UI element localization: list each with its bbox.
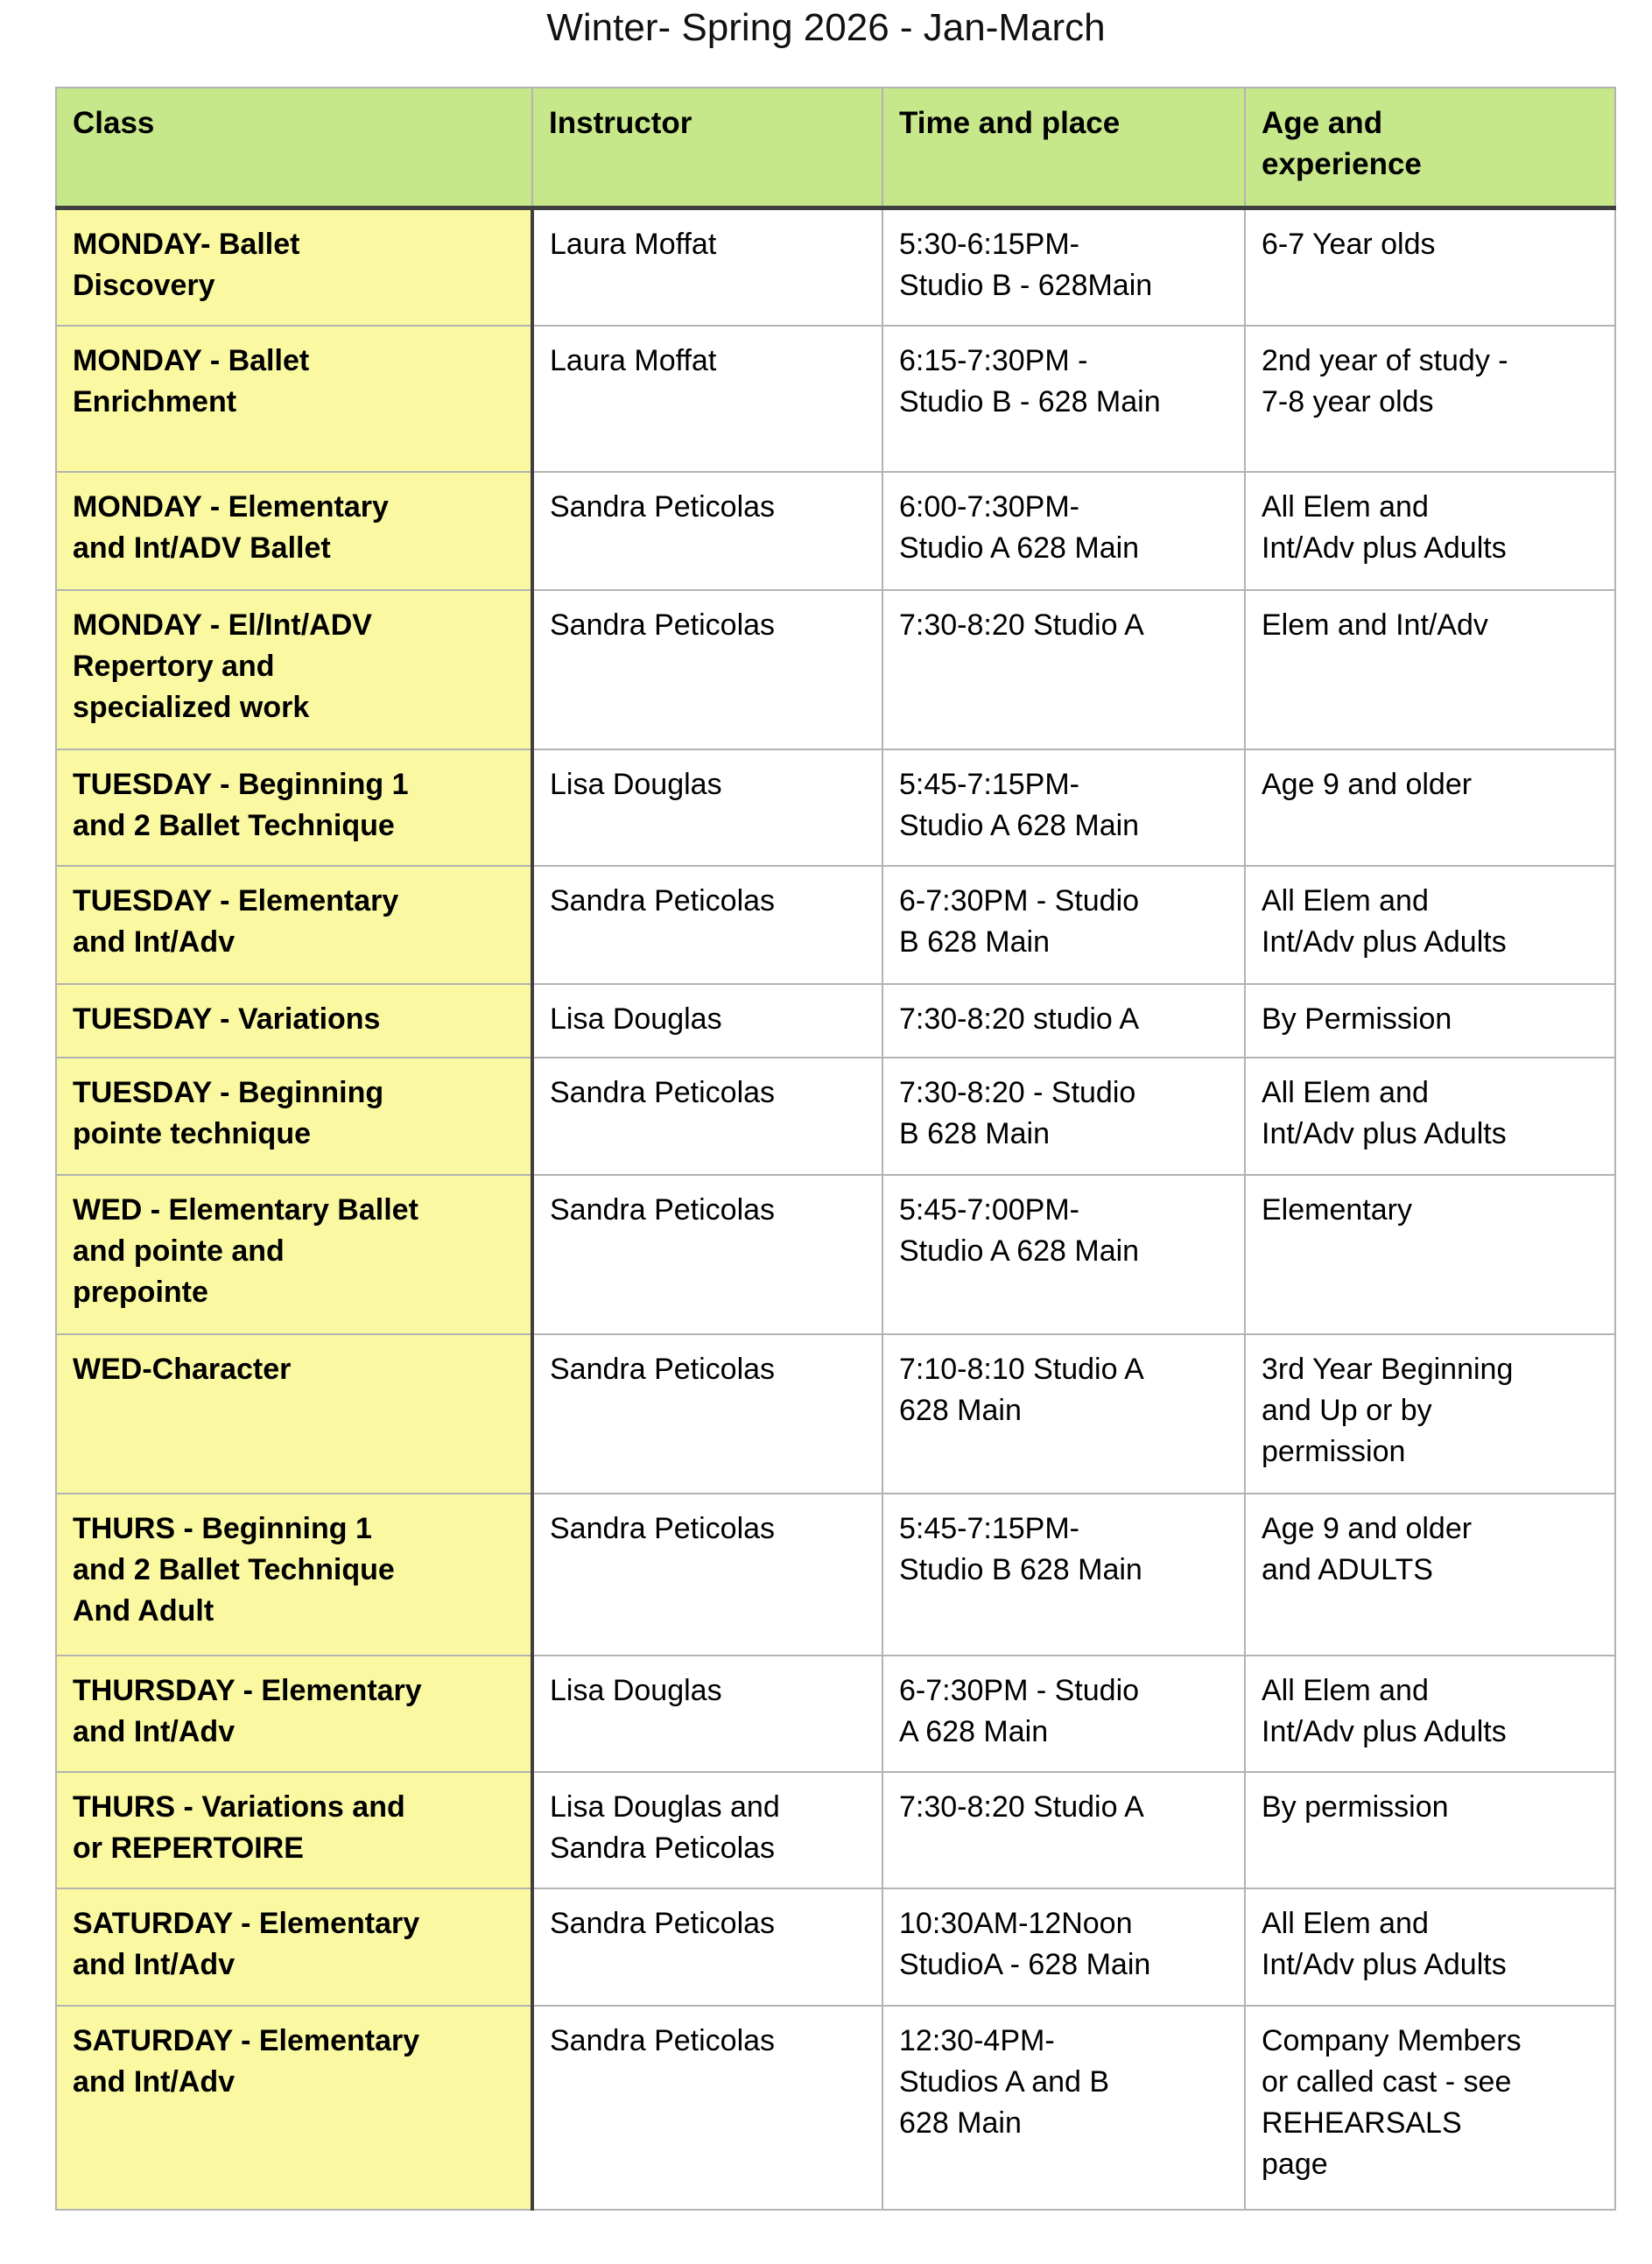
class-cell: MONDAY- Ballet Discovery [56,207,532,326]
instructor-cell: Sandra Peticolas [532,472,882,590]
class-cell: SATURDAY - Elementary and Int/Adv [56,2006,532,2210]
table-row [56,1494,1615,1656]
age-cell: 3rd Year Beginning and Up or by permission [1245,1334,1615,1494]
class-cell: THURS - Variations and or REPERTOIRE [56,1772,532,1888]
class-cell: TUESDAY - Beginning 1 and 2 Ballet Technique [56,749,532,866]
table-row [56,1888,1615,2006]
time-cell: 5:45-7:15PM- Studio B 628 Main [882,1494,1245,1656]
page-title: Winter- Spring 2026 - Jan-March [546,6,1106,49]
age-cell: All Elem and Int/Adv plus Adults [1245,1058,1615,1175]
age-cell: 2nd year of study - 7-8 year olds [1245,326,1615,472]
time-cell: 5:30-6:15PM- Studio B - 628Main [882,207,1245,326]
time-cell: 10:30AM-12Noon StudioA - 628 Main [882,1888,1245,2006]
time-cell: 6-7:30PM - Studio B 628 Main [882,866,1245,984]
instructor-cell: Lisa Douglas and Sandra Peticolas [532,1772,882,1888]
table-row [56,984,1615,1058]
instructor-cell: Lisa Douglas [532,984,882,1058]
instructor-cell: Lisa Douglas [532,1656,882,1772]
instructor-cell: Laura Moffat [532,207,882,326]
table-row [56,1058,1615,1175]
time-cell: 5:45-7:00PM- Studio A 628 Main [882,1175,1245,1334]
instructor-cell: Sandra Peticolas [532,2006,882,2210]
time-cell: 7:30-8:20 Studio A [882,590,1245,749]
table-row [56,207,1615,326]
schedule-table [55,87,1616,2211]
instructor-cell: Sandra Peticolas [532,1175,882,1334]
age-cell: By permission [1245,1772,1615,1888]
table-row [56,1175,1615,1334]
age-cell: Elem and Int/Adv [1245,590,1615,749]
class-cell: THURSDAY - Elementary and Int/Adv [56,1656,532,1772]
class-cell: TUESDAY - Variations [56,984,532,1058]
table-row [56,1334,1615,1494]
header-row [56,88,1615,207]
table-row [56,866,1615,984]
time-cell: 6:00-7:30PM- Studio A 628 Main [882,472,1245,590]
age-cell: Company Members or called cast - see REHEARSALS page [1245,2006,1615,2210]
instructor-cell: Laura Moffat [532,326,882,472]
age-cell: All Elem and Int/Adv plus Adults [1245,472,1615,590]
time-cell: 7:30-8:20 Studio A [882,1772,1245,1888]
age-cell: Age 9 and older [1245,749,1615,866]
age-cell: 6-7 Year olds [1245,207,1615,326]
time-cell: 6:15-7:30PM - Studio B - 628 Main [882,326,1245,472]
class-cell: THURS - Beginning 1 and 2 Ballet Technique And Adult [56,1494,532,1656]
instructor-cell: Sandra Peticolas [532,866,882,984]
table-row [56,749,1615,866]
table-row [56,1656,1615,1772]
time-cell: 5:45-7:15PM- Studio A 628 Main [882,749,1245,866]
col-header-class: Class [56,88,532,207]
time-cell: 7:10-8:10 Studio A 628 Main [882,1334,1245,1494]
instructor-cell: Sandra Peticolas [532,590,882,749]
table-row [56,2006,1615,2210]
age-cell: Elementary [1245,1175,1615,1334]
class-cell: MONDAY - Elementary and Int/ADV Ballet [56,472,532,590]
class-cell: WED - Elementary Ballet and pointe and prepointe [56,1175,532,1334]
instructor-cell: Lisa Douglas [532,749,882,866]
age-cell: By Permission [1245,984,1615,1058]
class-cell: TUESDAY - Beginning pointe technique [56,1058,532,1175]
class-cell: WED-Character [56,1334,532,1494]
col-header-age: Age and experience [1245,88,1615,207]
time-cell: 7:30-8:20 studio A [882,984,1245,1058]
class-cell: TUESDAY - Elementary and Int/Adv [56,866,532,984]
time-cell: 12:30-4PM- Studios A and B 628 Main [882,2006,1245,2210]
instructor-cell: Sandra Peticolas [532,1334,882,1494]
col-header-time: Time and place [882,88,1245,207]
instructor-cell: Sandra Peticolas [532,1888,882,2006]
schedule-body [56,207,1615,2210]
col-header-instructor: Instructor [532,88,882,207]
table-row [56,326,1615,472]
table-row [56,590,1615,749]
age-cell: All Elem and Int/Adv plus Adults [1245,866,1615,984]
age-cell: All Elem and Int/Adv plus Adults [1245,1888,1615,2006]
time-cell: 7:30-8:20 - Studio B 628 Main [882,1058,1245,1175]
table-row [56,1772,1615,1888]
instructor-cell: Sandra Peticolas [532,1058,882,1175]
instructor-cell: Sandra Peticolas [532,1494,882,1656]
class-cell: MONDAY - El/Int/ADV Repertory and specialized work [56,590,532,749]
age-cell: All Elem and Int/Adv plus Adults [1245,1656,1615,1772]
time-cell: 6-7:30PM - Studio A 628 Main [882,1656,1245,1772]
class-cell: SATURDAY - Elementary and Int/Adv [56,1888,532,2006]
table-row [56,472,1615,590]
age-cell: Age 9 and older and ADULTS [1245,1494,1615,1656]
class-cell: MONDAY - Ballet Enrichment [56,326,532,472]
